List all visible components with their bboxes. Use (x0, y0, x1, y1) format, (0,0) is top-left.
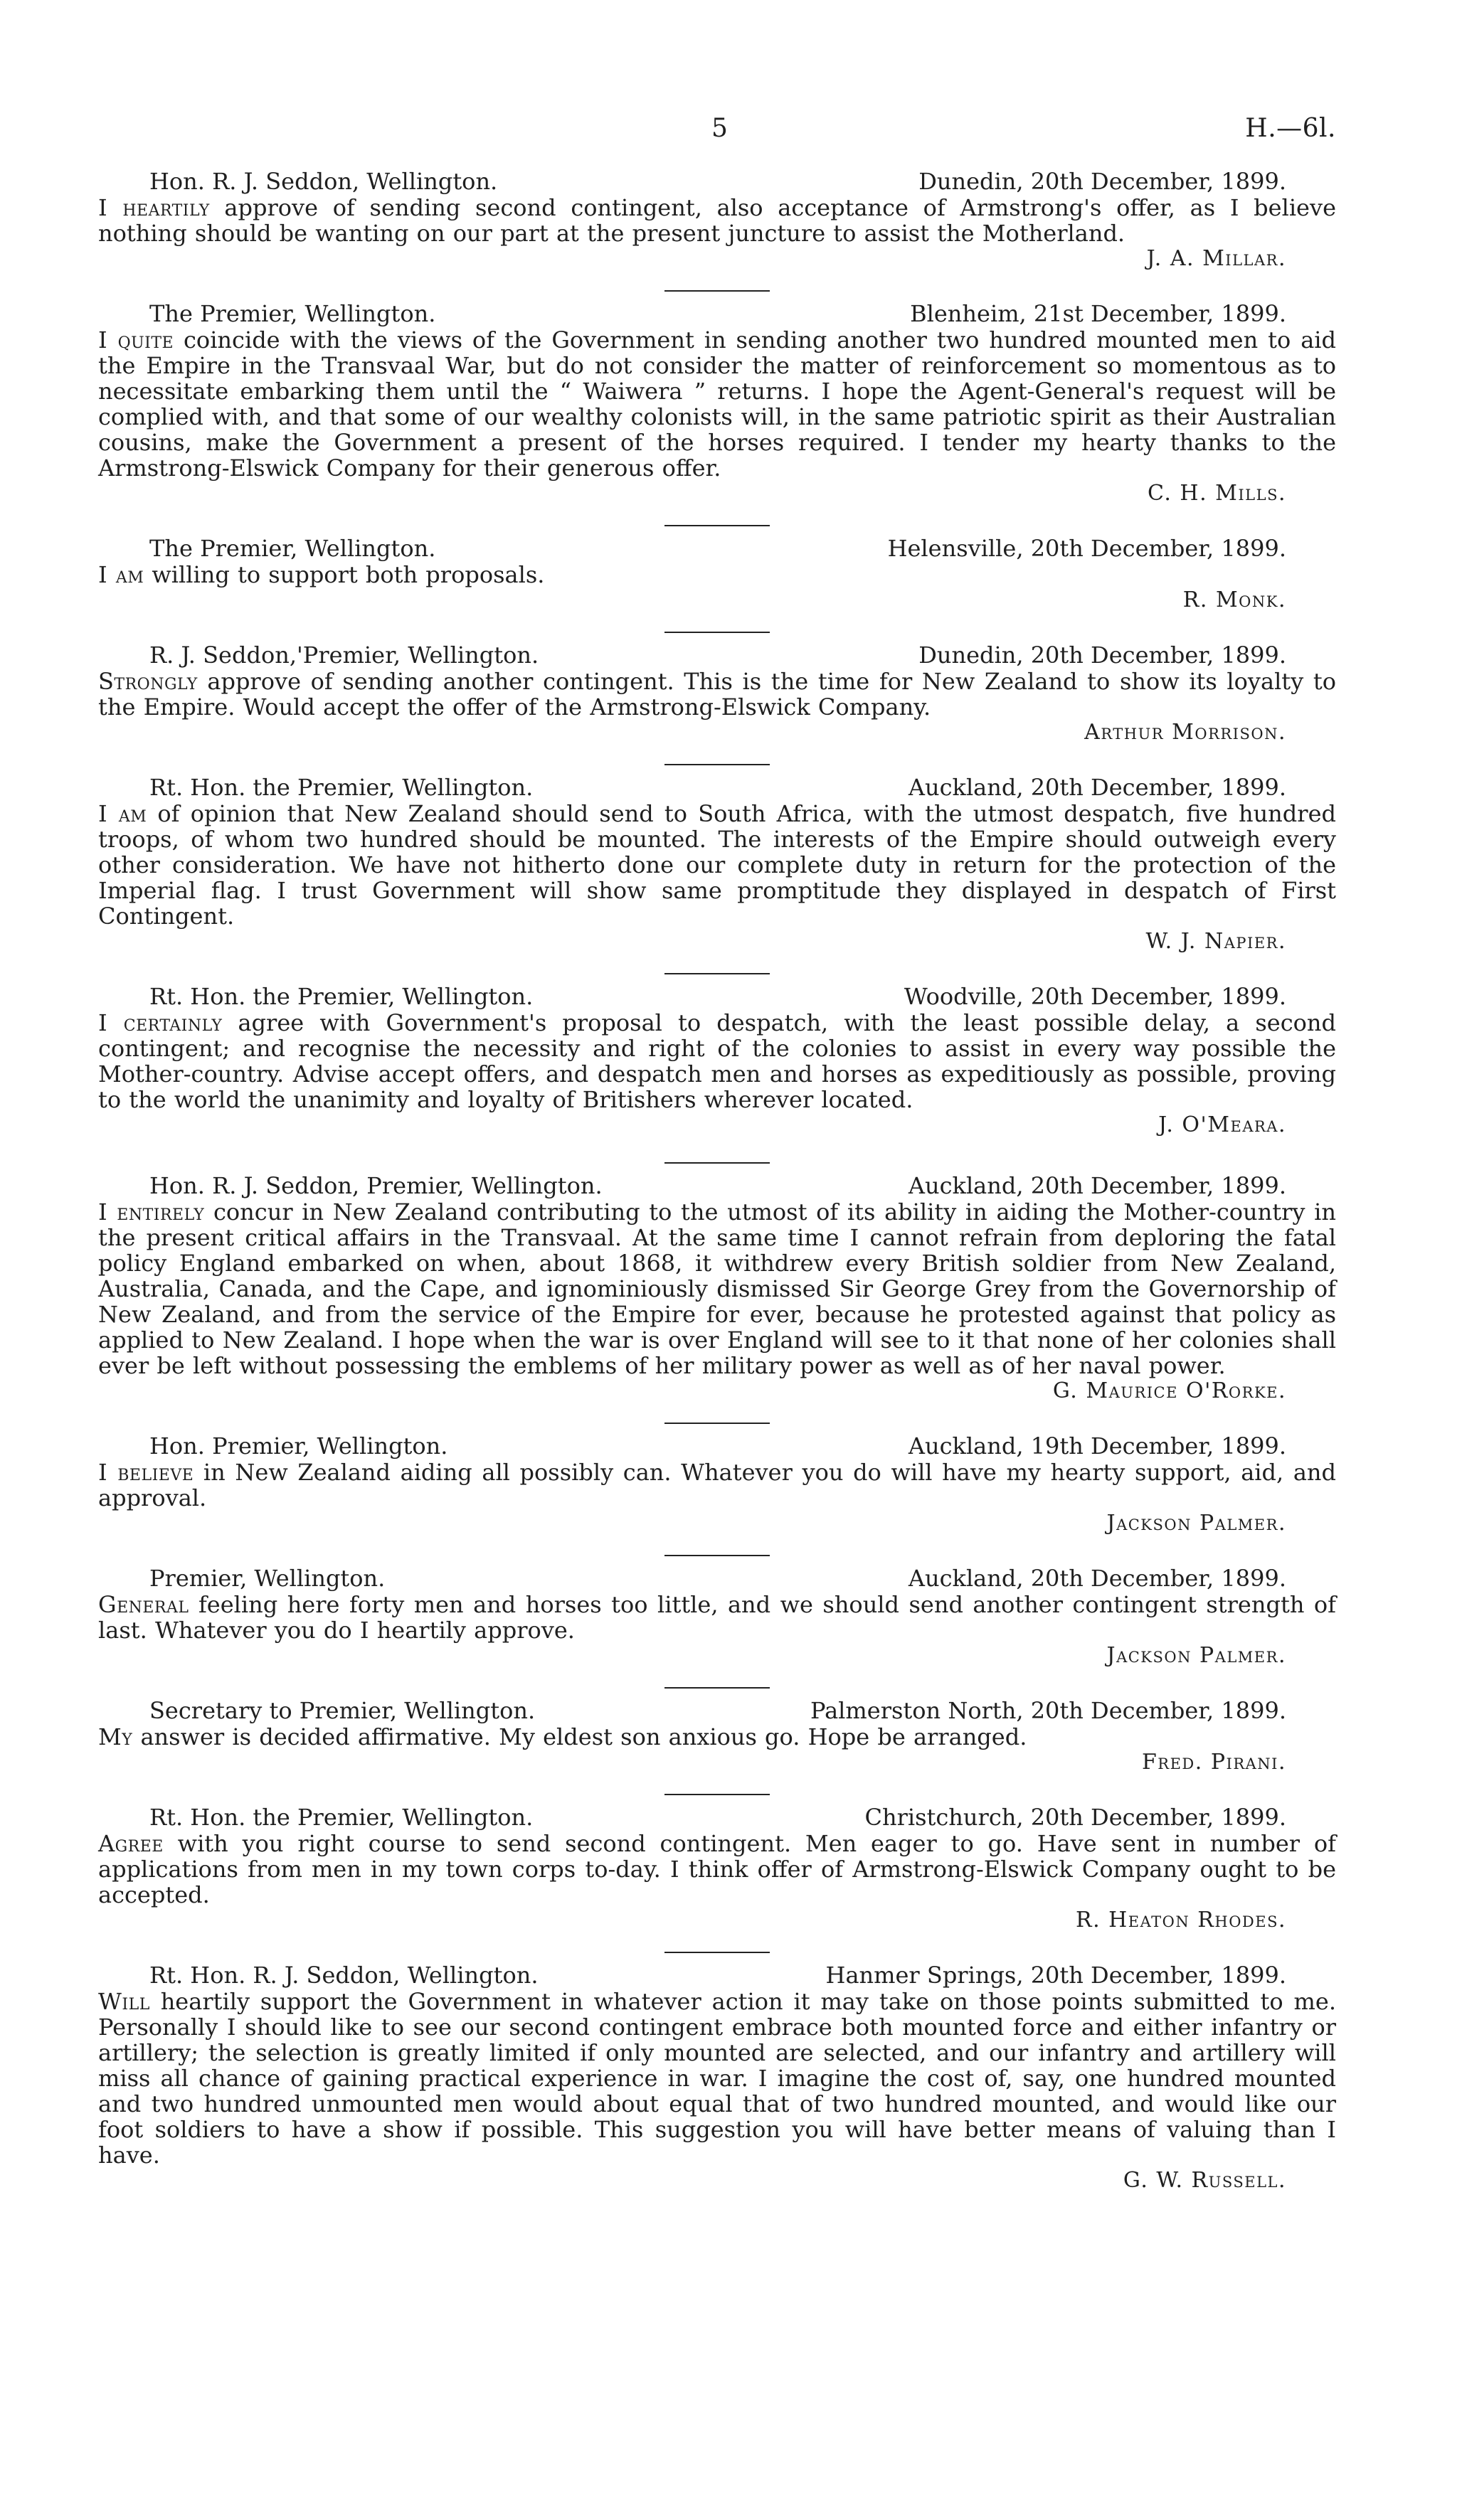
telegram-lead-words: I quite (98, 326, 174, 353)
telegram-signature: Arthur Morrison. (1084, 720, 1286, 745)
telegram-origin-date: Palmerston North, 20th December, 1899. (810, 1697, 1286, 1724)
telegram-text: with you right course to send second contingent. Men eager to go. Have sent in number of applications from men in my town corps to-day. I think offer of Armstrong-Elswick Company ought to be accepted. (98, 1830, 1336, 1908)
telegram-signature: J. A. Millar. (1146, 246, 1286, 271)
telegram-entry (98, 1805, 1336, 1933)
telegram-body (98, 1989, 1336, 2168)
telegram-signature: Jackson Palmer. (1106, 1643, 1286, 1668)
telegram-entry (98, 775, 1336, 955)
page-header (98, 114, 1336, 164)
telegram-entry (98, 302, 1336, 506)
page-number: 5 (711, 114, 729, 143)
telegram-lead-words: Agree (98, 1830, 164, 1857)
telegram-body (98, 1010, 1336, 1112)
telegram-header (98, 775, 1336, 799)
section-divider (664, 1423, 770, 1424)
telegram-body (98, 1199, 1336, 1378)
telegram-origin-date: Dunedin, 20th December, 1899. (918, 168, 1286, 195)
telegram-addressee: Rt. Hon. the Premier, Wellington. (149, 983, 534, 1010)
telegram-body (98, 669, 1336, 720)
telegram-addressee: Premier, Wellington. (149, 1565, 386, 1592)
telegram-origin-date: Auckland, 20th December, 1899. (908, 774, 1286, 801)
document-page (98, 114, 1336, 2475)
telegram-lead-words: I heartily (98, 194, 210, 221)
section-divider (664, 525, 770, 526)
telegram-body (98, 562, 1336, 588)
telegram-addressee: Rt. Hon. the Premier, Wellington. (149, 1804, 534, 1831)
section-divider (664, 973, 770, 974)
telegram-text: agree with Government's proposal to despatch, with the least possible delay, a second contingent; and recognise the necessity and right of the colonies to assist in every way possible the Mother-country. Advise accept offers, and despatch men and horses as expeditiously as possible, proving to the world the unanimity and loyalty of Britishers wherever located. (98, 1009, 1336, 1113)
telegram-addressee: The Premier, Wellington. (149, 300, 436, 327)
telegram-entry (98, 536, 1336, 613)
telegram-signature: J. O'Meara. (1158, 1112, 1286, 1137)
telegram-entry (98, 1434, 1336, 1536)
telegram-text: of opinion that New Zealand should send to South Africa, with the utmost despatch, five hundred troops, of whom two hundred should be mounted. The interests of the Empire should outweigh every other consideration. We have not hitherto done our complete duty in return for the protection of the Imperial flag. I trust Government will show same promptitude they displayed in despatch of First Contingent. (98, 800, 1336, 930)
telegram-text: answer is decided affirmative. My eldest son anxious go. Hope be arranged. (132, 1723, 1027, 1750)
telegram-signature: G. Maurice O'Rorke. (1052, 1378, 1286, 1403)
section-divider (664, 1794, 770, 1795)
telegram-body (98, 1831, 1336, 1908)
telegram-origin-date: Hanmer Springs, 20th December, 1899. (825, 1962, 1286, 1989)
telegram-entry (98, 984, 1336, 1138)
telegram-header (98, 302, 1336, 326)
telegram-signature: W. J. Napier. (1145, 929, 1286, 954)
section-divider (664, 1162, 770, 1164)
telegram-lead-words: I believe (98, 1459, 194, 1486)
telegram-header (98, 643, 1336, 667)
telegram-entry (98, 169, 1336, 272)
telegram-addressee: Hon. R. J. Seddon, Wellington. (149, 168, 498, 195)
telegram-body (98, 195, 1336, 246)
telegram-body (98, 327, 1336, 481)
telegram-header (98, 1434, 1336, 1458)
telegram-header (98, 536, 1336, 560)
telegram-text: concur in New Zealand contributing to the utmost of its ability in aiding the Mother-country in the present critical affairs in the Transvaal. At the same time I cannot refrain from deploring the fatal policy England embarked on when, about 1868, it withdrew every British soldier from New Zealand, Australia, Canada, and the Cape, and ignominiously dismissed Sir George Grey from the Governorship of New Zealand, and from the service of the Empire for ever, because he protested against that policy as applied to New Zealand. I hope when the war is over England will see to it that none of her colonies shall ever be left without possessing the emblems of her military power as well as of her naval power. (98, 1198, 1336, 1379)
telegram-signature: R. Heaton Rhodes. (1075, 1908, 1286, 1932)
telegram-signature: R. Monk. (1182, 588, 1286, 612)
telegram-text: coincide with the views of the Government in sending another two hundred mounted men to aid the Empire in the Transvaal War, but do not consider the matter of reinforcement so momentous as to necessitate embarking them until the “ Waiwera ” returns. I hope the Agent-General's request will be complied with, and that some of our wealthy colonists will, in the same patriotic spirit as their Australian cousins, make the Government a present of the horses required. I tender my hearty thanks to the Armstrong-Elswick Company for their generous offer. (98, 326, 1336, 482)
telegram-entry (98, 1566, 1336, 1669)
telegram-body (98, 1460, 1336, 1511)
section-divider (664, 764, 770, 765)
telegram-origin-date: Christchurch, 20th December, 1899. (864, 1804, 1286, 1831)
telegram-header (98, 1698, 1336, 1723)
telegram-body (98, 1592, 1336, 1643)
telegram-addressee: The Premier, Wellington. (149, 535, 436, 562)
telegram-signature: Fred. Pirani. (1141, 1750, 1286, 1775)
telegram-header (98, 1174, 1336, 1198)
telegram-lead-words: I am (98, 561, 144, 588)
telegram-body (98, 1724, 1336, 1750)
telegram-addressee: Secretary to Premier, Wellington. (149, 1697, 536, 1724)
telegram-header (98, 1963, 1336, 1987)
telegram-origin-date: Auckland, 20th December, 1899. (908, 1172, 1286, 1199)
telegram-addressee: Hon. R. J. Seddon, Premier, Wellington. (149, 1172, 603, 1199)
telegram-origin-date: Blenheim, 21st December, 1899. (910, 300, 1286, 327)
telegram-signature: C. H. Mills. (1147, 481, 1286, 506)
telegram-text: approve of sending another contingent. This is the time for New Zealand to show its loyalty to the Empire. Would accept the offer of the Armstrong-Elswick Company. (98, 668, 1336, 721)
telegram-signature: G. W. Russell. (1123, 2168, 1286, 2193)
telegram-header (98, 1805, 1336, 1829)
document-code: H.—6l. (1245, 114, 1336, 143)
telegram-entry (98, 1174, 1336, 1404)
telegram-entry (98, 643, 1336, 745)
telegram-body (98, 801, 1336, 929)
telegram-origin-date: Auckland, 20th December, 1899. (908, 1565, 1286, 1592)
telegram-entry (98, 1963, 1336, 2194)
telegram-addressee: Rt. Hon. R. J. Seddon, Wellington. (149, 1962, 539, 1989)
telegram-lead-words: I certainly (98, 1009, 223, 1036)
telegram-header (98, 1566, 1336, 1590)
telegram-addressee: Hon. Premier, Wellington. (149, 1432, 448, 1460)
telegram-text: in New Zealand aiding all possibly can. Whatever you do will have my hearty support, aid, and approval. (98, 1459, 1336, 1511)
telegram-text: approve of sending second contingent, also acceptance of Armstrong's offer, as I believe nothing should be wanting on our part at the present juncture to assist the Motherland. (98, 194, 1337, 247)
telegram-addressee: Rt. Hon. the Premier, Wellington. (149, 774, 534, 801)
section-divider (664, 632, 770, 633)
telegram-origin-date: Woodville, 20th December, 1899. (904, 983, 1286, 1010)
telegram-text: feeling here forty men and horses too little, and we should send another contingent strength of last. Whatever you do I heartily approve. (98, 1591, 1336, 1644)
telegram-lead-words: My (98, 1723, 133, 1750)
telegram-addressee: R. J. Seddon,'Premier, Wellington. (149, 642, 539, 669)
telegram-entry (98, 1698, 1336, 1775)
section-divider (664, 1952, 770, 1953)
telegram-text: heartily support the Government in whatever action it may take on those points submitted to me. Personally I should like to see our second contingent embrace both mounted force and either infantry or artillery; the selection is greatly limited if only mounted are selected, and our infantry and artillery will miss all chance of gaining practical experience in war. I imagine the cost of, say, one hundred mounted and two hundred unmounted men would about equal that of two hundred mounted, and would like our foot soldiers to have a show if possible. This suggestion you will have better means of valuing than I have. (98, 1988, 1336, 2169)
telegram-signature: Jackson Palmer. (1106, 1511, 1286, 1536)
section-divider (664, 1555, 770, 1556)
section-divider (664, 1687, 770, 1689)
telegram-lead-words: I entirely (98, 1198, 205, 1226)
telegram-origin-date: Helensville, 20th December, 1899. (887, 535, 1286, 562)
telegram-header (98, 984, 1336, 1009)
telegram-lead-words: I am (98, 800, 147, 827)
telegram-origin-date: Auckland, 19th December, 1899. (908, 1432, 1286, 1460)
telegram-lead-words: General (98, 1591, 189, 1618)
telegram-origin-date: Dunedin, 20th December, 1899. (918, 642, 1286, 669)
telegram-lead-words: Will (98, 1988, 150, 2015)
telegram-header (98, 169, 1336, 193)
telegram-text: willing to support both proposals. (144, 561, 545, 588)
telegram-lead-words: Strongly (98, 668, 198, 695)
section-divider (664, 290, 770, 292)
